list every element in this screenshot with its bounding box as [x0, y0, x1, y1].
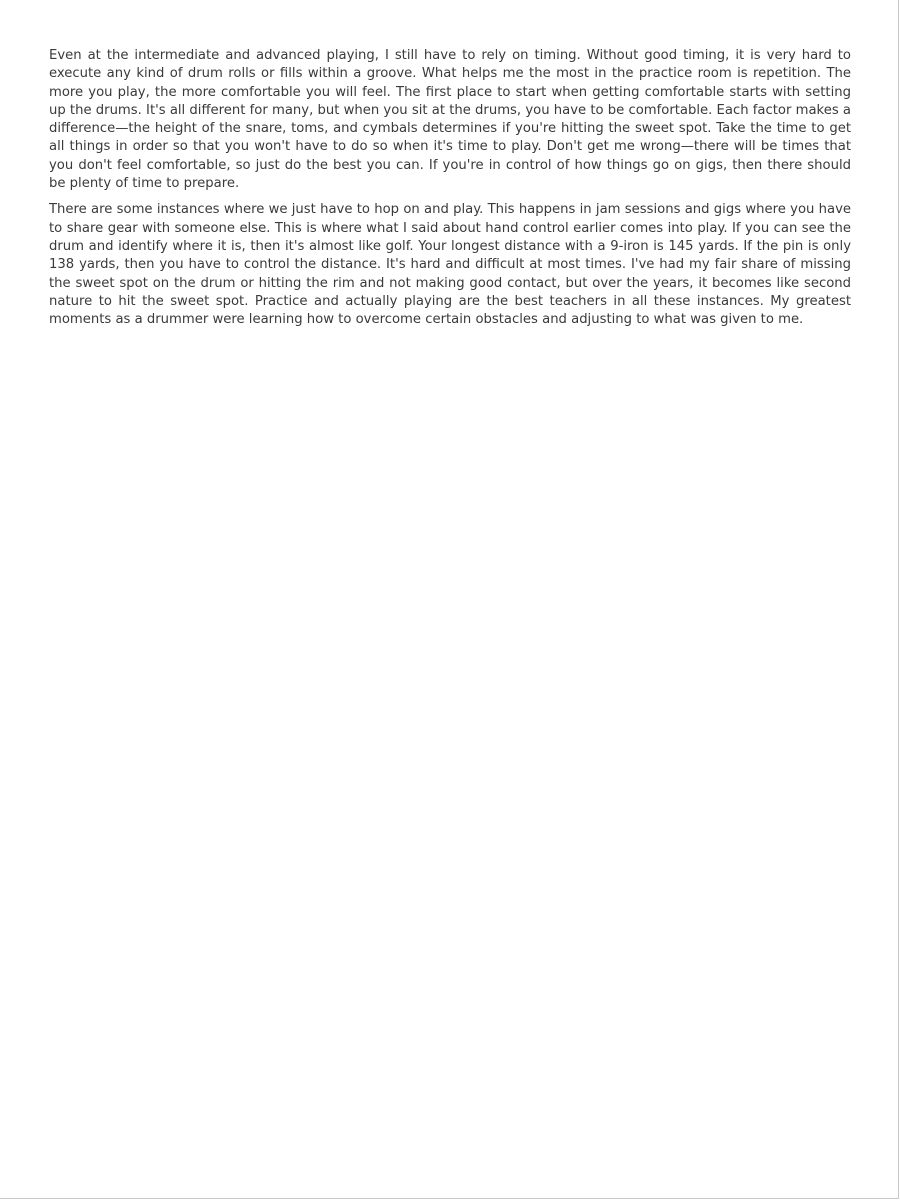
- paragraph-1: Even at the intermediate and advanced playing, I still have to rely on timing. Without good timing, it is very hard to execute any kind of drum rolls or fills within a groove. What helps me the most in the practice room is repetition. The more you play, the more comfortable you will feel. The first place to start when getting comfortable starts with setting up the drums. It's all different for many, but when you sit at the drums, you have to be comfortable. Each factor makes a difference—the height of the snare, toms, and cymbals determines if you're hitting the sweet spot. Take the time to get all things in order so that you won't have to do so when it's time to play. Don't get me wrong—there will be times that you don't feel comfortable, so just do the best you can. If you're in control of how things go on gigs, then there should be plenty of time to prepare.: [49, 48, 851, 192]
- paragraph-2: There are some instances where we just have to hop on and play. This happens in jam sessions and gigs where you have to share gear with someone else. This is where what I said about hand control earlier comes into play. If you can see the drum and identify where it is, then it's almost like golf. Your longest distance with a 9-iron is 145 yards. If the pin is only 138 yards, then you have to control the distance. It's hard and difficult at most times. I've had my fair share of missing the sweet spot on the drum or hitting the rim and not making good contact, but over the years, it becomes like second nature to hit the sweet spot. Practice and actually playing are the best teachers in all these instances. My greatest moments as a drummer were learning how to overcome certain obstacles and adjusting to what was given to me.: [49, 202, 851, 328]
- body-text: [49, 47, 851, 337]
